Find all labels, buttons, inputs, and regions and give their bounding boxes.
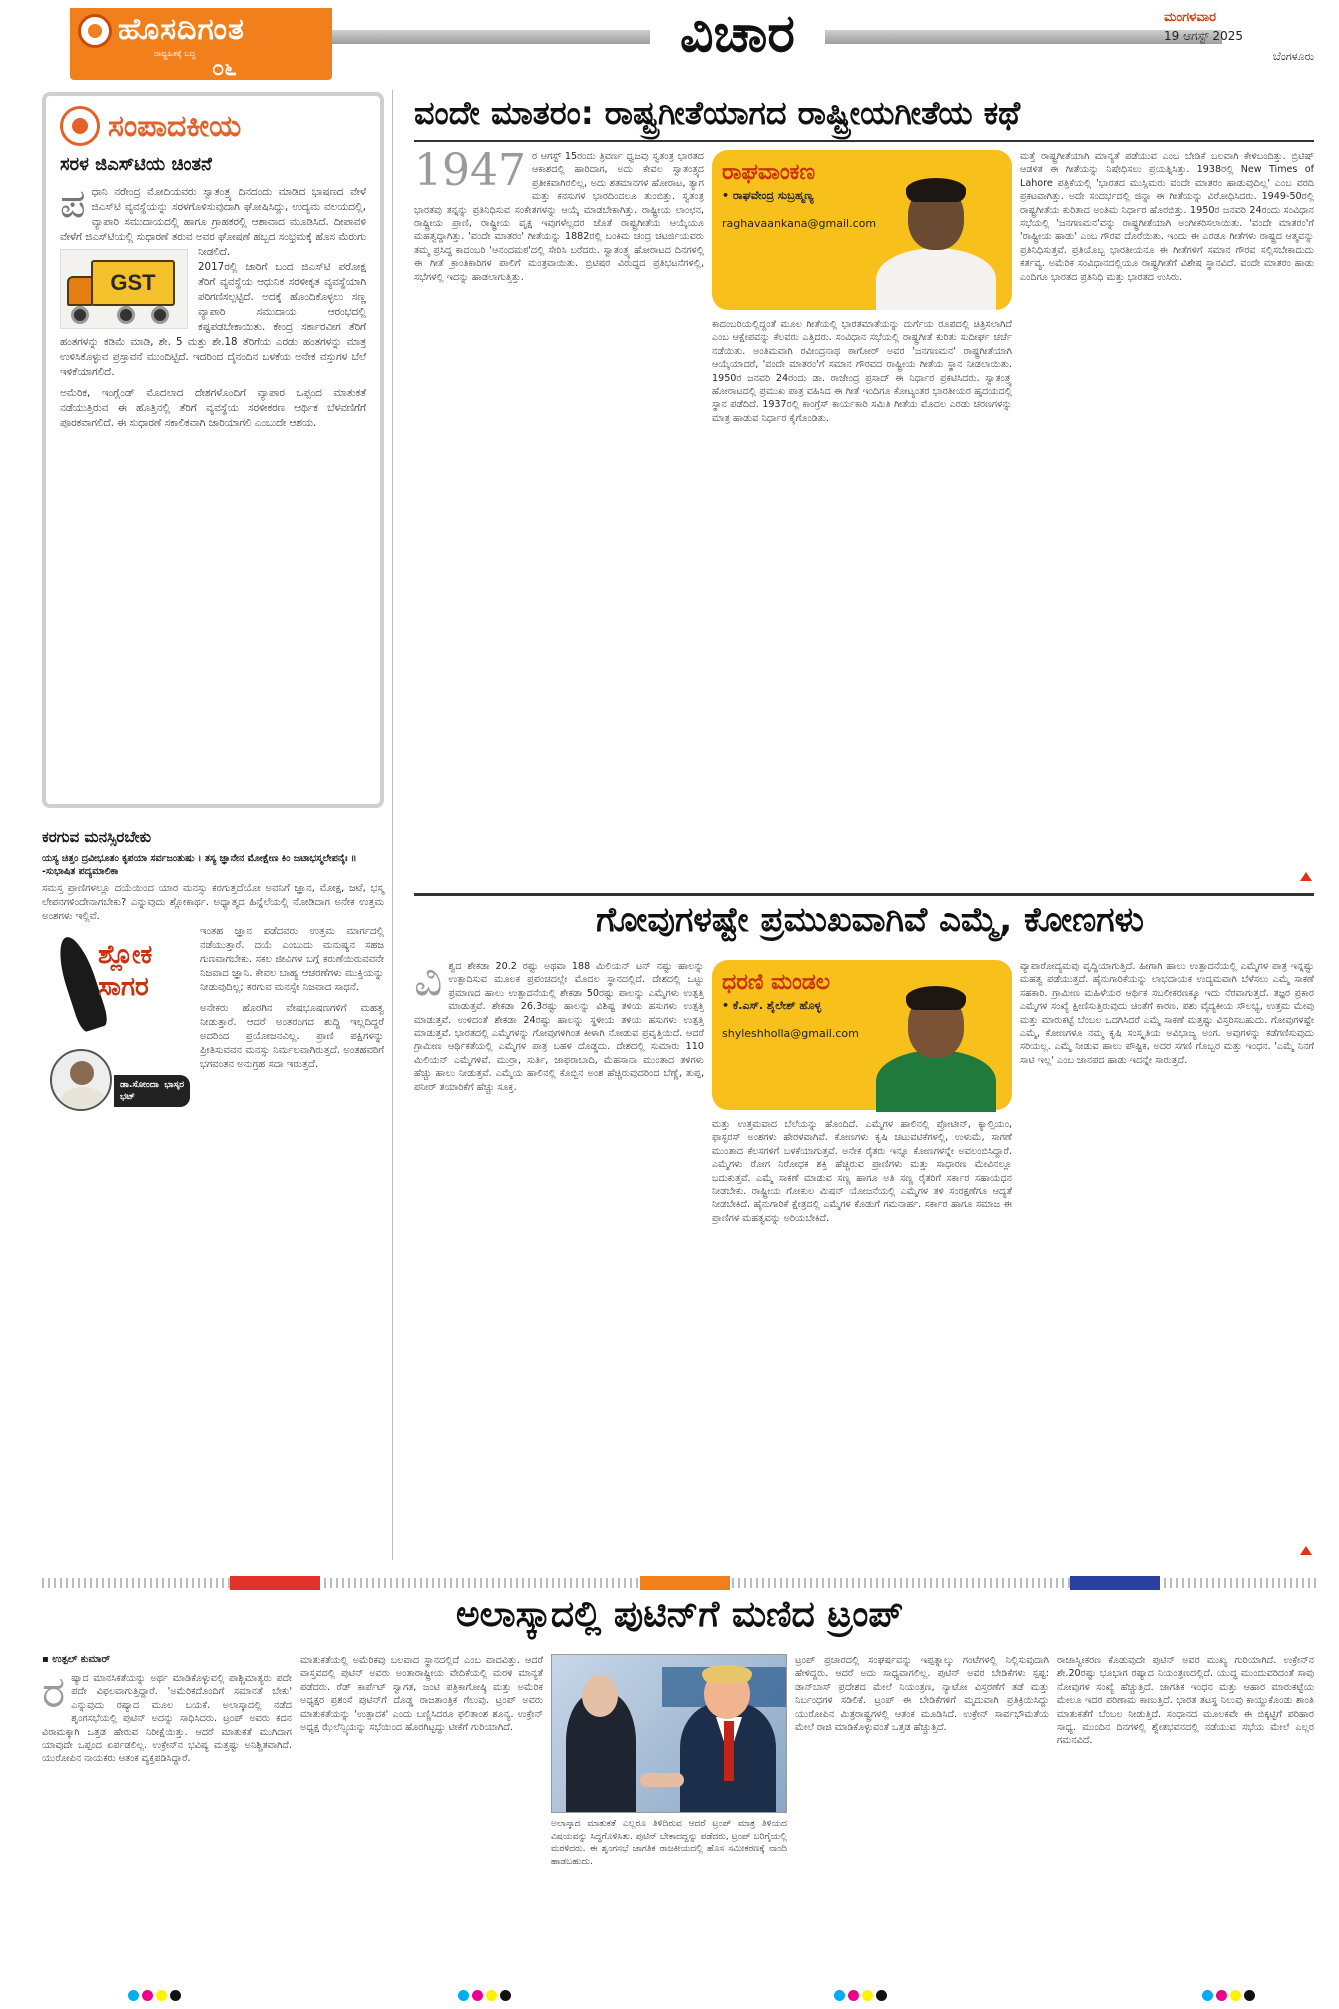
- article-2-headline: ಗೋವುಗಳಷ್ಟೇ ಪ್ರಮುಖವಾಗಿವೆ ಎಮ್ಮೆ, ಕೋಣಗಳು: [596, 900, 1144, 940]
- brand-block: [70, 8, 332, 80]
- article-3-column-3: [795, 1654, 1049, 1987]
- headline-rule: [414, 140, 1314, 142]
- date-day: ಮಂಗಳವಾರ: [1164, 10, 1217, 25]
- author-portrait: [872, 178, 1000, 310]
- brand-tagline: ರಾಷ್ಟ್ರಹಿತಕ್ಕೆ ಬದ್ಧ: [154, 49, 196, 58]
- column-name: ರಾಘವಾಂಕಣ: [722, 160, 816, 185]
- editorial-dropcap: ಪ: [60, 181, 86, 227]
- author-email: raghavaankana@gmail.com: [722, 217, 877, 230]
- date-block: [1164, 10, 1314, 64]
- article-1-text-1: ರ ಆಗಸ್ಟ್ 15ರಂದು ತ್ರಿವರ್ಣ ಧ್ವಜವು ಸ್ವತಂತ್ರ ಭಾರತದ ಆಕಾಶದಲ್ಲಿ ಹಾರಿದಾಗ, ಅದು ಕೇವಲ ಸ್ವಾತಂತ್ರ್ಯದ ಪ್ರತೀಕವಾಗಿರಲಿಲ್ಲ, ಅದು ಶತಮಾನಗಳ ಹೋರಾಟ, ತ್ಯಾಗ ಮತ್ತು ಕನಸುಗಳ ಭಾರದಿಂದಲೂ ತುಂಬಿತ್ತು. ಸ್ವತಂತ್ರ ಭಾರತವು ತನ್ನನ್ನು ಪ್ರತಿನಿಧಿಸುವ ಸಂಕೇತಗಳನ್ನು ಆಯ್ಕೆ ಮಾಡಬೇಕಾಗಿತ್ತು. ರಾಷ್ಟ್ರೀಯ ಲಾಂಛನ, ರಾಷ್ಟ್ರೀಯ ಪ್ರಾಣಿ, ರಾಷ್ಟ್ರೀಯ ವೃಕ್ಷ ಇವುಗಳೆಲ್ಲದರ ಜೊತೆ ರಾಷ್ಟ್ರಗೀತೆಯ ಆಯ್ಕೆಯೂ ಮಹತ್ವದ್ದಾಗಿತ್ತು. 'ವಂದೇ ಮಾತರಂ' ಗೀತೆಯನ್ನು 1882ರಲ್ಲಿ ಬಂಕಿಮ ಚಂದ್ರ ಚಟರ್ಜಿಯವರು ತಮ್ಮ ಪ್ರಸಿದ್ಧ ಕಾದಂಬರಿ 'ಆನಂದಮಠ'ದಲ್ಲಿ ಸೇರಿಸಿ ಬರೆದರು. ಸ್ವಾತಂತ್ರ್ಯ ಹೋರಾಟದ ದಿನಗಳಲ್ಲಿ ಈ ಗೀತೆ ಕ್ರಾಂತಿಕಾರಿಗಳ ಪಾಲಿಗೆ ಮಂತ್ರವಾಯಿತು. ಬ್ರಿಟಿಷರ ವಿರುದ್ಧದ ಪ್ರತಿಭಟನೆಗಳಲ್ಲಿ, ಸಭೆಗಳಲ್ಲಿ ಇದನ್ನು ಹಾಡಲಾಗುತ್ತಿತ್ತು.: [414, 151, 704, 283]
- date: 19 ಆಗಸ್ಟ್ 2025: [1164, 29, 1243, 43]
- article-3-dropcap: ರ: [42, 1672, 66, 1718]
- portrait-hair: [906, 178, 966, 202]
- person-right-hair: [702, 1665, 752, 1683]
- sloka-verse: ಯಸ್ಯ ಚಿತ್ತಂ ದ್ರವೀಭೂತಂ ಕೃಪಯಾ ಸರ್ವಜಂತುಷು । ತಸ್ಯ ಜ್ಞಾನೇನ ಮೋಕ್ಷೇಣ ಕಿಂ ಜಟಾಭಸ್ಮಲೇಪನೈಃ ॥ -ಸುಭಾಷಿತ ಪದ್ಯಮಾಲಿಕಾ: [42, 853, 357, 877]
- sloka-column: [42, 828, 384, 1123]
- article-3-column-1: [42, 1672, 292, 1987]
- article-2-column-3: [1020, 960, 1314, 1560]
- editorial-paragraph-3: ಅಮೆರಿಕ, ಇಂಗ್ಲೆಂಡ್ ಮೊದಲಾದ ದೇಶಗಳೊಂದಿಗೆ ವ್ಯಾಪಾರ ಒಪ್ಪಂದ ಮಾತುಕತೆ ನಡೆಯುತ್ತಿರುವ ಈ ಹೊತ್ತಿನಲ್ಲಿ ತೆರಿಗೆ ವ್ಯವಸ್ಥೆಯ ಸರಳೀಕರಣ ಆರ್ಥಿಕ ಬೆಳವಣಿಗೆಗೆ ಪೂರಕವಾಗಲಿದೆ. ಈ ಸುಧಾರಣೆ ಸಕಾಲಿಕವಾಗಿ ಜಾರಿಯಾಗಲಿ ಎಂಬುದೇ ಆಶಯ.: [60, 387, 366, 429]
- author-card-text: [722, 160, 877, 300]
- editorial-box: [42, 92, 384, 808]
- article-2-dropcap: ವಿ: [414, 960, 443, 1006]
- article-1-year: 1947: [414, 150, 526, 196]
- portrait-hair: [906, 986, 966, 1010]
- photo-caption-text: ಅಲಾಸ್ಕಾದ ಮಾತುಕತೆ ಎಲ್ಲರೂ ತಿಳಿದಿರುವ ಆದರೆ ಟ್ರಂಪ್ ಮಾತ್ರ ತಿಳಿಯದ ವಿಷಯವನ್ನು ಸಿದ್ಧಗೊಳಿಸಿತು. ಪುಟಿನ್ ಬೇಕಾದದ್ದನ್ನು ಪಡೆದರು, ಟ್ರಂಪ್ ಬರಿಗೈಯಲ್ಲಿ ಮರಳಿದರು. ಈ ಶೃಂಗಸಭೆ ಜಾಗತಿಕ ರಾಜಕೀಯದಲ್ಲಿ ಹೊಸ ಸಮೀಕರಣಕ್ಕೆ ನಾಂದಿ ಹಾಡಬಹುದು.: [551, 1819, 787, 1867]
- putin-trump-handshake-photo: [551, 1654, 787, 1813]
- article-1-column-3: [1020, 150, 1314, 890]
- article-3-text-1: ಷ್ಯಾದ ಮಾನಸಿಕತೆಯನ್ನು ಅರ್ಥ ಮಾಡಿಕೊಳ್ಳುವಲ್ಲಿ ಪಾಶ್ಚಿಮಾತ್ಯರು ಪದೇ ಪದೇ ವಿಫಲವಾಗುತ್ತಿದ್ದಾರೆ. 'ಅಮೆರಿಕದೊಂದಿಗೆ ಸಮಾನತೆ ಬೇಕು' ಎನ್ನುವುದು ರಷ್ಯಾದ ಮೂಲ ಬಯಕೆ. ಅಲಾಸ್ಕಾದಲ್ಲಿ ನಡೆದ ಶೃಂಗಸಭೆಯಲ್ಲಿ ಪುಟಿನ್ ಅದನ್ನು ಸಾಧಿಸಿದರು. ಟ್ರಂಪ್ ಅವರು ಕದನ ವಿರಾಮಕ್ಕಾಗಿ ಒತ್ತಡ ಹೇರುವ ನಿರೀಕ್ಷೆಯಿತ್ತು. ಆದರೆ ಮಾತುಕತೆ ಮುಗಿದಾಗ ಯಾವುದೇ ಒಪ್ಪಂದ ಏರ್ಪಡಲಿಲ್ಲ. ಉಕ್ರೇನ್‌ನ ಭವಿಷ್ಯ ಮತ್ತಷ್ಟು ಅನಿಶ್ಚಿತವಾಗಿದೆ. ಯುರೋಪಿನ ನಾಯಕರು ಆತಂಕ ವ್ಯಕ್ತಪಡಿಸಿದ್ದಾರೆ.: [42, 1673, 292, 1765]
- author-card-text: [722, 970, 862, 1100]
- editorial-paragraph-2: 2017ರಲ್ಲಿ ಜಾರಿಗೆ ಬಂದ ಜಿಎಸ್‌ಟಿ ಪರೋಕ್ಷ ತೆರಿಗೆ ವ್ಯವಸ್ಥೆಯ ಆಧುನಿಕ ಸರಳೀಕೃತ ವ್ಯವಸ್ಥೆಯಾಗಿ ಪರಿಗಣಿಸಲ್ಪಟ್ಟಿದೆ. ಅದಕ್ಕೆ ಹೊಂದಿಕೊಳ್ಳಲು ಸಣ್ಣ ವ್ಯಾಪಾರಿ ಸಮುದಾಯ ಆರಂಭದಲ್ಲಿ ಕಷ್ಟಪಡಬೇಕಾಯಿತು. ಕೇಂದ್ರ ಸರ್ಕಾರವೀಗ ತೆರಿಗೆ ಹಂತಗಳನ್ನು ಕಡಿಮೆ ಮಾಡಿ, ಶೇ. 5 ಮತ್ತು ಶೇ.18 ತೆರಿಗೆಯ ಎರಡು ಹಂತಗಳನ್ನು ಮಾತ್ರ ಉಳಿಸಿಕೊಳ್ಳುವ ಪ್ರಸ್ತಾವನೆ ಮುಂದಿಟ್ಟಿದೆ. ಇದರಿಂದ ದೈನಂದಿನ ಬಳಕೆಯ ಅನೇಕ ವಸ್ತುಗಳ ಬೆಲೆ ಇಳಿಕೆಯಾಗಲಿದೆ.: [60, 261, 366, 378]
- wheel-icon: [151, 306, 169, 324]
- article-3-column-2: [300, 1654, 543, 1987]
- sloka-paragraph-1: ಸಮಸ್ತ ಪ್ರಾಣಿಗಳಲ್ಲೂ ದಯೆಯಿಂದ ಯಾರ ಮನಸ್ಸು ಕರಗುತ್ತದೆಯೋ ಅವನಿಗೆ ಜ್ಞಾನ, ಮೋಕ್ಷ, ಜಟೆ, ಭಸ್ಮ ಲೇಪನಗಳಿಂದೇನಾಗಬೇಕು? ಎನ್ನುವುದು ಶ್ಲೋಕಾರ್ಥ. ಅಧ್ಯಾತ್ಮದ ಹಿನ್ನೆಲೆಯಲ್ಲಿ ನೋಡಿದಾಗ ಅನೇಕ ಉತ್ತಮ ಅಂಶಗಳು ಇಲ್ಲಿವೆ.: [42, 883, 384, 923]
- truck-cab-icon: [67, 276, 93, 306]
- portrait-shirt: [876, 248, 996, 310]
- article-3-headline: ಅಲಾಸ್ಕಾದಲ್ಲಿ ಪುಟಿನ್‌ಗೆ ಮಣಿದ ಟ್ರಂಪ್: [455, 1594, 904, 1635]
- author-card-raghavaankana: [712, 150, 1012, 310]
- article-3-byline: ▪ ಉತ್ಪಲ್ ಕುಮಾರ್: [42, 1654, 111, 1665]
- article-3-text-2: ಮಾತುಕತೆಯಲ್ಲಿ ಅಮೆರಿಕವು ಬಲವಾದ ಸ್ಥಾನದಲ್ಲಿದೆ ಎಂಬ ವಾದವಿತ್ತು. ಆದರೆ ವಾಸ್ತವದಲ್ಲಿ ಪುಟಿನ್ ಅವರು ಅಂತಾರಾಷ್ಟ್ರೀಯ ವೇದಿಕೆಯಲ್ಲಿ ಮರಳಿ ಮಾನ್ಯತೆ ಪಡೆದರು. ರೆಡ್ ಕಾರ್ಪೆಟ್ ಸ್ವಾಗತ, ಜಂಟಿ ಪತ್ರಿಕಾಗೋಷ್ಠಿ ಮತ್ತು ಅಮೆರಿಕ ಅಧ್ಯಕ್ಷರ ಪ್ರಶಂಸೆ ಪುಟಿನ್‌ಗೆ ದೊಡ್ಡ ರಾಜತಾಂತ್ರಿಕ ಗೆಲುವು. ಟ್ರಂಪ್ ಅವರು ಮಾತುಕತೆಯನ್ನು 'ಉತ್ಪಾದಕ' ಎಂದು ಬಣ್ಣಿಸಿದರೂ ಫಲಿತಾಂಶ ಶೂನ್ಯ. ಉಕ್ರೇನ್ ಅಧ್ಯಕ್ಷ ಝೆಲೆನ್ಸ್ಕಿಯನ್ನು ಸಭೆಯಿಂದ ಹೊರಗಿಟ್ಟದ್ದು ಟೀಕೆಗೆ ಗುರಿಯಾಗಿದೆ.: [300, 1655, 543, 1734]
- city: ಬೆಂಗಳೂರು: [1272, 50, 1314, 63]
- sloka-column-title: ಕರಗುವ ಮನಸ್ಸಿರಬೇಕು: [42, 828, 152, 846]
- article-2-column-2: [712, 1118, 1012, 1560]
- stripe-accent-orange: [640, 1576, 730, 1590]
- article-3-text-4: ರಾಜಾಸ್ವೀಕರಣ ಕೊಡುವುದೇ ಪುಟಿನ್ ಅವರ ಮುಖ್ಯ ಗುರಿಯಾಗಿದೆ. ಉಕ್ರೇನ್‌ನ ಶೇ.20ರಷ್ಟು ಭೂಭಾಗ ರಷ್ಯಾದ ನಿಯಂತ್ರಣದಲ್ಲಿದೆ. ಯುದ್ಧ ಮುಂದುವರಿದಂತೆ ಸಾವು ನೋವುಗಳ ಸಂಖ್ಯೆ ಹೆಚ್ಚುತ್ತಿದೆ. ಜಾಗತಿಕ ಇಂಧನ ಮತ್ತು ಆಹಾರ ಮಾರುಕಟ್ಟೆಯ ಮೇಲೂ ಇದರ ಪರಿಣಾಮ ಕಾಣುತ್ತಿದೆ. ಭಾರತ ತಟಸ್ಥ ನಿಲುವು ಕಾಯ್ದುಕೊಂಡು ಶಾಂತಿ ಮಾತುಕತೆಗೆ ಬೆಂಬಲ ನೀಡುತ್ತಿದೆ. ಸಂಧಾನದ ಮೂಲಕವೇ ಈ ಬಿಕ್ಕಟ್ಟಿಗೆ ಪರಿಹಾರ ಸಾಧ್ಯ. ಮುಂದಿನ ದಿನಗಳಲ್ಲಿ ಶ್ವೇತಭವನದಲ್ಲಿ ನಡೆಯುವ ಸಭೆಯ ಮೇಲೆ ಎಲ್ಲರ ಗಮನವಿದೆ.: [1057, 1655, 1314, 1747]
- author-avatar: [50, 1049, 112, 1111]
- author-email: shyleshholla@gmail.com: [722, 1027, 859, 1040]
- person-left-head: [582, 1675, 618, 1717]
- article-2-text-2: ಮತ್ತು ಉತ್ತಮವಾದ ಬೆಲೆಯನ್ನು ಹೊಂದಿದೆ. ಎಮ್ಮೆಗಳ ಹಾಲಿನಲ್ಲಿ ಪ್ರೋಟೀನ್, ಕ್ಯಾಲ್ಸಿಯಂ, ಫಾಸ್ಫರಸ್ ಅಂಶಗಳು ಹೇರಳವಾಗಿವೆ. ಕೋಣಗಳು ಕೃಷಿ ಚಟುವಟಿಕೆಗಳಲ್ಲಿ, ಉಳುಮೆ, ಸಾಗಣೆ ಮುಂತಾದ ಕೆಲಸಗಳಿಗೆ ಬಳಕೆಯಾಗುತ್ತವೆ. ಅನೇಕ ರೈತರು ಇನ್ನೂ ಕೋಣಗಳನ್ನೇ ಅವಲಂಬಿಸಿದ್ದಾರೆ. ಎಮ್ಮೆಗಳು ರೋಗ ನಿರೋಧಕ ಶಕ್ತಿ ಹೆಚ್ಚಿರುವ ಪ್ರಾಣಿಗಳು ಮತ್ತು ಸಾಧಾರಣ ಮೇವಿನಲ್ಲೂ ಬದುಕುತ್ತವೆ. ಎಮ್ಮೆ ಸಾಕಣೆ ಮಾಡುವ ಸಣ್ಣ ಹಾಗೂ ಅತಿ ಸಣ್ಣ ರೈತರಿಗೆ ಸರ್ಕಾರ ಸಹಾಯಧನ ನೀಡಬೇಕು. ರಾಷ್ಟ್ರೀಯ ಗೋಕುಲ ಮಿಷನ್ ಯೋಜನೆಯಲ್ಲಿ ಎಮ್ಮೆಗಳ ತಳಿ ಸಂರಕ್ಷಣೆಗೂ ಆದ್ಯತೆ ನೀಡಬೇಕಿದೆ. ಹೈನುಗಾರಿಕೆ ಕ್ಷೇತ್ರದಲ್ಲಿ ಎಮ್ಮೆಗಳ ಕೊಡುಗೆ ಗಮನಾರ್ಹ. ಸರ್ಕಾರ ಹಾಗೂ ಸಮಾಜ ಈ ಪ್ರಾಣಿಗಳ ಮಹತ್ವವನ್ನು ಅರಿಯಬೇಕಿದೆ.: [712, 1119, 1012, 1224]
- wheel-icon: [71, 306, 89, 324]
- author-name: • ಕೆ.ಎಸ್. ಶೈಲೇಶ್ ಹೊಳ್ಳ: [722, 999, 822, 1012]
- article-2-text-1: ಶ್ವದ ಶೇಕಡಾ 20.2 ರಷ್ಟು ಅಥವಾ 188 ಮಿಲಿಯನ್ ಟನ್ ನಷ್ಟು ಹಾಲನ್ನು ಉತ್ಪಾದಿಸುವ ಮೂಲಕ ಪ್ರಪಂಚದಲ್ಲೇ ಮೊದಲ ಸ್ಥಾನದಲ್ಲಿದೆ. ದೇಶದಲ್ಲಿ ಒಟ್ಟು ಪ್ರಮಾಣದ ಹಾಲು ಉತ್ಪಾದನೆಯಲ್ಲಿ ಶೇಕಡಾ 50ರಷ್ಟು ಪಾಲನ್ನು ಎಮ್ಮೆಗಳು ಉತ್ಪತ್ತಿ ಮಾಡುತ್ತವೆ. ಶೇಕಡಾ 26.3ರಷ್ಟು ಹಾಲನ್ನು ವಿಶಿಷ್ಟ ತಳಿಯ ಹಸುಗಳು ಉತ್ಪತ್ತಿ ಮಾಡುತ್ತವೆ. ಉಳಿದಂತೆ ಶೇಕಡಾ 24ರಷ್ಟು ಹಾಲನ್ನು ಸ್ಥಳೀಯ ತಳಿಯ ಹಸುಗಳು ಉತ್ಪತ್ತಿ ಮಾಡುತ್ತವೆ. ಭಾರತದಲ್ಲಿ ಎಮ್ಮೆಗಳನ್ನು ಗೋವುಗಳಿಗಿಂತ ಕೀಳಾಗಿ ನೋಡುವ ಪ್ರವೃತ್ತಿಯಿದೆ. ಆದರೆ ಗ್ರಾಮೀಣ ಆರ್ಥಿಕತೆಯಲ್ಲಿ ಎಮ್ಮೆಗಳ ಪಾತ್ರ ಬಹಳ ದೊಡ್ಡದು. ದೇಶದಲ್ಲಿ ಸುಮಾರು 110 ಮಿಲಿಯನ್ ಎಮ್ಮೆಗಳಿವೆ. ಮುರ್ರಾ, ಸುರ್ತಿ, ಜಾಫರಾಬಾದಿ, ಮೆಹಸಾನಾ ಮುಂತಾದ ತಳಿಗಳು ಹೆಚ್ಚು ಹಾಲು ನೀಡುತ್ತವೆ. ಎಮ್ಮೆಯ ಹಾಲಿನಲ್ಲಿ ಕೊಬ್ಬಿನ ಅಂಶ ಹೆಚ್ಚಿರುವುದರಿಂದ ಬೆಣ್ಣೆ, ತುಪ್ಪ, ಪನೀರ್ ತಯಾರಿಕೆಗೆ ಹೆಚ್ಚು ಸೂಕ್ತ.: [414, 961, 704, 1093]
- sloka-paragraph-3: ಅನೇಕರು ಹೊರಗಿನ ವೇಷಭೂಷಣಗಳಿಗೆ ಮಹತ್ವ ನೀಡುತ್ತಾರೆ. ಆದರೆ ಅಂತರಂಗದ ಶುದ್ಧಿ ಇಲ್ಲದಿದ್ದರೆ ಅದರಿಂದ ಪ್ರಯೋಜನವಿಲ್ಲ. ಪ್ರಾಣಿ ಪಕ್ಷಿಗಳನ್ನು ಪ್ರೀತಿಸುವವನ ಮನಸ್ಸು ನಿರ್ಮಲವಾಗಿರುತ್ತದೆ. ಅಂತಹವರಿಗೆ ಭಗವಂತನ ಅನುಗ್ರಹ ಸದಾ ಇರುತ್ತದೆ.: [200, 1002, 384, 1071]
- end-mark-icon: [1300, 1546, 1312, 1555]
- registration-marks: [458, 1990, 511, 2001]
- registration-marks: [1202, 1990, 1255, 2001]
- gst-truck-illustration: [60, 249, 188, 329]
- article-3-text-3: ಟ್ರಂಪ್ ಪ್ರಚಾರದಲ್ಲಿ ಸಂಘರ್ಷವನ್ನು ಇಪ್ಪತ್ನಾಲ್ಕು ಗಂಟೆಗಳಲ್ಲಿ ನಿಲ್ಲಿಸುವುದಾಗಿ ಹೇಳಿದ್ದರು. ಆದರೆ ಅದು ಸಾಧ್ಯವಾಗಲಿಲ್ಲ. ಪುಟಿನ್ ಅವರ ಬೇಡಿಕೆಗಳು ಸ್ಪಷ್ಟ: ಡಾನ್‌ಬಾಸ್ ಪ್ರದೇಶದ ಮೇಲೆ ನಿಯಂತ್ರಣ, ನ್ಯಾಟೋ ವಿಸ್ತರಣೆಗೆ ತಡೆ ಮತ್ತು ನಿರ್ಬಂಧಗಳ ಸಡಿಲಿಕೆ. ಟ್ರಂಪ್ ಈ ಬೇಡಿಕೆಗಳಿಗೆ ಮೃದುವಾಗಿ ಪ್ರತಿಕ್ರಿಯಿಸಿದ್ದು ಯುರೋಪಿನ ಮಿತ್ರರಾಷ್ಟ್ರಗಳಲ್ಲಿ ಆತಂಕ ಮೂಡಿಸಿದೆ. ಉಕ್ರೇನ್ ಸಾರ್ವಭೌಮತೆಯ ಮೇಲೆ ರಾಜಿ ಮಾಡಿಕೊಳ್ಳುವಂತೆ ಒತ್ತಡ ಹೆಚ್ಚುತ್ತಿದೆ.: [795, 1655, 1049, 1734]
- editorial-title: ಸರಳ ಜಿಎಸ್‌ಟಿಯ ಚಿಂತನೆ: [60, 154, 212, 175]
- registration-marks: [834, 1990, 887, 2001]
- sloka-body: [42, 882, 384, 1102]
- author-portrait: [872, 986, 1000, 1110]
- column-divider: [392, 90, 393, 1560]
- portrait-shirt: [876, 1050, 996, 1112]
- stripe-accent-red: [230, 1576, 320, 1590]
- brand-title: ಹೊಸದಿಗಂತ: [118, 12, 245, 47]
- article-separator: [414, 893, 1314, 896]
- article-2-column-1: [414, 960, 704, 1560]
- article-1-headline: ವಂದೇ ಮಾತರಂ: ರಾಷ್ಟ್ರಗೀತೆಯಾಗದ ರಾಷ್ಟ್ರೀಯಗೀತೆಯ ಕಥೆ: [414, 94, 1021, 132]
- article-1-text-2: ಕಾದಂಬರಿಯಲ್ಲಿದ್ದಂತೆ ಮೂಲ ಗೀತೆಯಲ್ಲಿ ಭಾರತಮಾತೆಯನ್ನು ದುರ್ಗೆಯ ರೂಪದಲ್ಲಿ ಚಿತ್ರಿಸಲಾಗಿದೆ ಎಂಬ ಆಕ್ಷೇಪವನ್ನು ಕೆಲವರು ಎತ್ತಿದರು. ಸಂವಿಧಾನ ಸಭೆಯಲ್ಲಿ ರಾಷ್ಟ್ರಗೀತೆ ಕುರಿತು ಸುದೀರ್ಘ ಚರ್ಚೆ ನಡೆಯಿತು. ಅಂತಿಮವಾಗಿ ರವೀಂದ್ರನಾಥ ಠಾಗೋರ್ ಅವರ 'ಜನಗಣಮನ' ರಾಷ್ಟ್ರಗೀತೆಯಾಗಿ ಆಯ್ಕೆಯಾದರೆ, 'ವಂದೇ ಮಾತರಂ'ಗೆ ಸಮಾನ ಗೌರವದ ರಾಷ್ಟ್ರೀಯ ಗೀತೆಯ ಸ್ಥಾನ ನೀಡಲಾಯಿತು. 1950ರ ಜನವರಿ 24ರಂದು ಡಾ. ರಾಜೇಂದ್ರ ಪ್ರಸಾದ್ ಈ ನಿರ್ಧಾರ ಪ್ರಕಟಿಸಿದರು. ಸ್ವಾತಂತ್ರ್ಯ ಹೋರಾಟದಲ್ಲಿ ಪ್ರಮುಖ ಪಾತ್ರ ವಹಿಸಿದ ಈ ಗೀತೆ ಇಂದಿಗೂ ಕೋಟ್ಯಂತರ ಭಾರತೀಯರ ಹೃದಯದಲ್ಲಿ ಸ್ಥಾನ ಪಡೆದಿದೆ. 1937ರಲ್ಲಿ ಕಾಂಗ್ರೆಸ್ ಕಾರ್ಯಕಾರಿ ಸಮಿತಿ ಗೀತೆಯ ಮೊದಲ ಎರಡು ಚರಣಗಳನ್ನು ಮಾತ್ರ ಹಾಡುವ ನಿರ್ಧಾರ ಕೈಗೊಂಡಿತು.: [712, 319, 1012, 424]
- article-1-text-3: ಮತ್ತೆ ರಾಷ್ಟ್ರಗೀತೆಯಾಗಿ ಮಾನ್ಯತೆ ಪಡೆಯುವ ಎಂಬ ಬೇಡಿಕೆ ಬಲವಾಗಿ ಕೇಳಿಬಂದಿತ್ತು. ಬ್ರಿಟಿಷ್ ಆಡಳಿತ ಈ ಗೀತೆಯನ್ನು ನಿಷೇಧಿಸಲು ಪ್ರಯತ್ನಿಸಿತ್ತು. 1938ರಲ್ಲಿ New Times of Lahore ಪತ್ರಿಕೆಯಲ್ಲಿ 'ಭಾರತದ ಮುಸ್ಲಿಮರು ವಂದೇ ಮಾತರಂ ಹಾಡುವುದಿಲ್ಲ' ಎಂಬ ವರದಿ ಪ್ರಕಟವಾಗಿತ್ತು. ಅದೇ ಸಂದರ್ಭದಲ್ಲಿ ಜಿನ್ನಾ ಈ ಗೀತೆಯನ್ನು ವಿರೋಧಿಸಿದರು. 1949-50ರಲ್ಲಿ ರಾಷ್ಟ್ರಗೀತೆಯ ಕುರಿತಾದ ಅಂತಿಮ ನಿರ್ಧಾರ ಹೊರಬಿತ್ತು. 1950ರ ಜನವರಿ 24ರಂದು ಸಂವಿಧಾನ ಸಭೆಯಲ್ಲಿ 'ಜನಗಣಮನ'ವನ್ನು ರಾಷ್ಟ್ರಗೀತೆಯಾಗಿ ಅಂಗೀಕರಿಸಲಾಯಿತು. 'ವಂದೇ ಮಾತರಂ'ಗೆ 'ರಾಷ್ಟ್ರೀಯ ಹಾಡು' ಎಂಬ ಗೌರವ ದೊರೆಯಿತು. ಇಂದು ಈ ಎರಡೂ ಗೀತೆಗಳು ರಾಷ್ಟ್ರದ ಆತ್ಮವನ್ನು ಪ್ರತಿನಿಧಿಸುತ್ತವೆ. ಪ್ರತಿಯೊಬ್ಬ ಭಾರತೀಯನೂ ಈ ಗೀತೆಗಳಿಗೆ ಸಮಾನ ಗೌರವ ಸಲ್ಲಿಸಬೇಕಾದುದು ಕರ್ತವ್ಯ. ಅಮೆರಿಕ ಸಂವಿಧಾನದಲ್ಲಿಯೂ ರಾಷ್ಟ್ರಗೀತೆಗೆ ವಿಶೇಷ ಸ್ಥಾನವಿದೆ. ವಂದೇ ಮಾತರಂ ಹಾಡು ಎಂದಿಗೂ ಭಾರತದ ಪ್ರತಿನಿಧಿ ಮತ್ತು ಭಾರತದ ಉಸಿರು.: [1020, 151, 1314, 283]
- red-tie: [724, 1721, 734, 1781]
- editorial-header: [60, 106, 366, 146]
- author-card-dharani-mandala: [712, 960, 1012, 1110]
- editorial-label: ಸಂಪಾದಕೀಯ: [108, 108, 242, 144]
- handshake: [640, 1773, 684, 1787]
- registration-marks: [128, 1990, 181, 2001]
- stripe-accent-blue: [1070, 1576, 1160, 1590]
- page-number: ೦೬: [212, 56, 237, 81]
- article-1-column-1: [414, 150, 704, 890]
- section-title: ವಿಚಾರ: [650, 4, 825, 65]
- article-3-column-4: [1057, 1654, 1314, 1987]
- editorial-body: [60, 181, 366, 431]
- editorial-logo-icon: [60, 106, 100, 146]
- sloka-sagara-logo: [42, 929, 190, 1119]
- sloka-paragraph-2: ಇಂತಹ ಜ್ಞಾನ ಪಡೆದವರು ಉತ್ತಮ ಮಾರ್ಗದಲ್ಲಿ ನಡೆಯುತ್ತಾರೆ. ದಯೆ ಎಂಬುದು ಮನುಷ್ಯನ ಸಹಜ ಗುಣವಾಗಬೇಕು. ಸಕಲ ಜೀವಿಗಳ ಬಗ್ಗೆ ಕರುಣೆಯಿರುವವನೇ ನಿಜವಾದ ಜ್ಞಾನಿ. ಕೇವಲ ಬಾಹ್ಯ ಆಚರಣೆಗಳು ಮುಕ್ತಿಯನ್ನು ನೀಡುವುದಿಲ್ಲ; ಕರಗುವ ಮನಸ್ಸೇ ನಿಜವಾದ ಸಾಧನೆ.: [200, 925, 384, 994]
- end-mark-icon: [1300, 872, 1312, 881]
- sloka-author: ಡಾ.ಸೋಂದಾ ಭಾಸ್ಕರ ಭಟ್: [114, 1075, 190, 1107]
- article-2-text-3: ವ್ಯಾಪಾರೋದ್ಯಮವು ವೃದ್ಧಿಯಾಗುತ್ತಿದೆ. ಹೀಗಾಗಿ ಹಾಲು ಉತ್ಪಾದನೆಯಲ್ಲಿ ಎಮ್ಮೆಗಳ ಪಾತ್ರ ಇನ್ನಷ್ಟು ಮಹತ್ವ ಪಡೆಯುತ್ತದೆ. ಹೈನುಗಾರಿಕೆಯನ್ನು ಲಾಭದಾಯಕ ಉದ್ಯಮವಾಗಿ ಬೆಳೆಸಲು ಎಮ್ಮೆ ಸಾಕಣೆ ಸಹಕಾರಿ. ಗ್ರಾಮೀಣ ಮಹಿಳೆಯರ ಆರ್ಥಿಕ ಸಬಲೀಕರಣಕ್ಕೂ ಇದು ನೆರವಾಗುತ್ತದೆ. ತಜ್ಞರ ಪ್ರಕಾರ ಎಮ್ಮೆಗಳ ಸಂಖ್ಯೆ ಕ್ಷೀಣಿಸುತ್ತಿರುವುದು ಚಿಂತೆಗೆ ಕಾರಣ. ಪಶು ವೈದ್ಯಕೀಯ ಸೌಲಭ್ಯ, ಉತ್ತಮ ಮೇವು ಮತ್ತು ಮಾರುಕಟ್ಟೆ ಬೆಂಬಲ ಒದಗಿಸಿದರೆ ಎಮ್ಮೆ ಸಾಕಣೆ ಮತ್ತಷ್ಟು ವಿಸ್ತರಿಸಬಹುದು. ಗೋವುಗಳಷ್ಟೇ ಎಮ್ಮೆ, ಕೋಣಗಳೂ ನಮ್ಮ ಕೃಷಿ ಸಂಸ್ಕೃತಿಯ ಅವಿಭಾಜ್ಯ ಅಂಗ. ಅವುಗಳನ್ನು ಕಡೆಗಣಿಸುವುದು ಸರಿಯಲ್ಲ. ಎಮ್ಮೆ ನೀಡುವ ಹಾಲು ಪೌಷ್ಟಿಕ, ಅದರ ಸಗಣಿ ಗೊಬ್ಬರ ಮತ್ತು ಇಂಧನ. 'ಎಮ್ಮೆ ನಿನಗೆ ಸಾಟಿ ಇಲ್ಲ' ಎಂಬ ಜಾನಪದ ಹಾಡು ಇದನ್ನೇ ಸಾರುತ್ತದೆ.: [1020, 961, 1314, 1066]
- editorial-paragraph-1: ಧಾನಿ ನರೇಂದ್ರ ಮೋದಿಯವರು ಸ್ವಾತಂತ್ರ್ಯ ದಿನದಂದು ಮಾಡಿದ ಭಾಷಣದ ವೇಳೆ ಜಿಎಸ್‌ಟಿ ವ್ಯವಸ್ಥೆಯನ್ನು ಸರಳಗೊಳಿಸುವುದಾಗಿ ಘೋಷಿಸಿದ್ದು, ಉದ್ಯಮ ವಲಯದಲ್ಲಿ, ವ್ಯಾಪಾರಿ ಸಮುದಾಯದಲ್ಲಿ ಹಾಗೂ ಗ್ರಾಹಕರಲ್ಲಿ ಆಶಾವಾದ ಮೂಡಿಸಿದೆ. ದೀಪಾವಳಿ ವೇಳೆಗೆ ಜಿಎಸ್‌ಟಿಯಲ್ಲಿ ಸುಧಾರಣೆ ತರುವ ಅವರ ಘೋಷಣೆ ಹಬ್ಬದ ಸಂಭ್ರಮಕ್ಕೆ ಹೊಸ ಮೆರುಗು ನೀಡಲಿದೆ.: [60, 186, 366, 258]
- column-name: ಧರಣಿ ಮಂಡಲ: [722, 970, 831, 995]
- gst-truck-label: GST: [91, 260, 175, 306]
- article-1-column-2: [712, 318, 1012, 890]
- author-name: • ರಾಘವೇಂದ್ರ ಸುಬ್ರಹ್ಮಣ್ಯ: [722, 189, 814, 202]
- masthead: [0, 0, 1339, 84]
- sloka-logo-text: ಶ್ಲೋಕ ಸಾಗರ: [98, 939, 153, 1002]
- sun-logo-icon: [78, 14, 112, 48]
- wheel-icon: [117, 306, 135, 324]
